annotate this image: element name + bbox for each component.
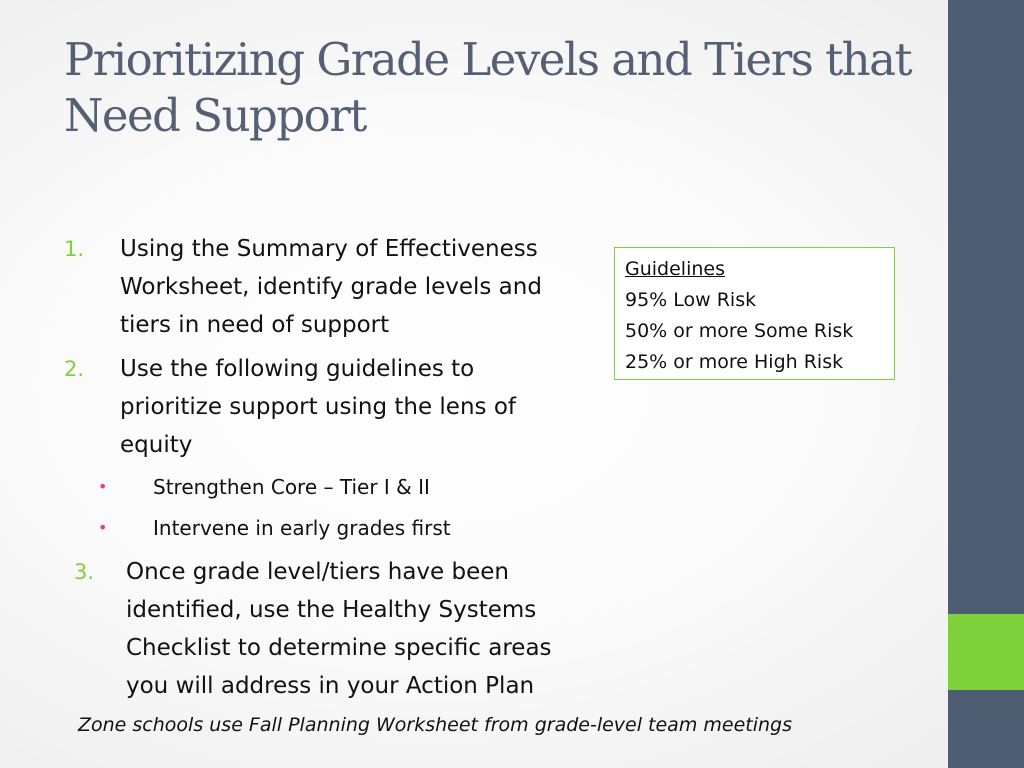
guidelines-box xyxy=(614,247,895,380)
guideline-low-risk: 95% Low Risk xyxy=(625,289,757,311)
item-1-line: tiers in need of support xyxy=(120,312,390,338)
guideline-high-risk: 25% or more High Risk xyxy=(625,351,844,373)
item-3-line: you will address in your Action Plan xyxy=(126,673,535,699)
item-2-line: equity xyxy=(120,432,193,458)
guideline-some-risk: 50% or more Some Risk xyxy=(625,320,854,342)
item-3-line: Checklist to determine specific areas xyxy=(126,635,552,661)
item-1 xyxy=(120,230,542,344)
bullet-2-marker: • xyxy=(98,518,108,537)
bullet-1-marker: • xyxy=(98,477,108,496)
item-3-number: 3. xyxy=(74,560,95,584)
item-3-line: Once grade level/tiers have been xyxy=(126,559,509,585)
bullet-2-text: Intervene in early grades first xyxy=(153,516,451,540)
guidelines-heading: Guidelines xyxy=(625,258,725,280)
item-2-number: 2. xyxy=(64,357,85,381)
item-2-line: Use the following guidelines to xyxy=(120,356,475,382)
item-3 xyxy=(126,553,552,705)
footnote: Zone schools use Fall Planning Worksheet from grade-level team meetings xyxy=(78,714,792,736)
slide-title: Prioritizing Grade Levels and Tiers that Need Support xyxy=(64,33,912,142)
item-1-line: Worksheet, identify grade levels and xyxy=(120,274,542,300)
item-2 xyxy=(120,350,516,464)
item-1-number: 1. xyxy=(64,237,85,261)
side-accent-block xyxy=(948,614,1024,690)
item-2-line: prioritize support using the lens of xyxy=(120,394,516,420)
item-3-line: identified, use the Healthy Systems xyxy=(126,597,537,623)
bullet-1-text: Strengthen Core – Tier I & II xyxy=(153,475,430,499)
item-1-line: Using the Summary of Effectiveness xyxy=(120,236,538,262)
